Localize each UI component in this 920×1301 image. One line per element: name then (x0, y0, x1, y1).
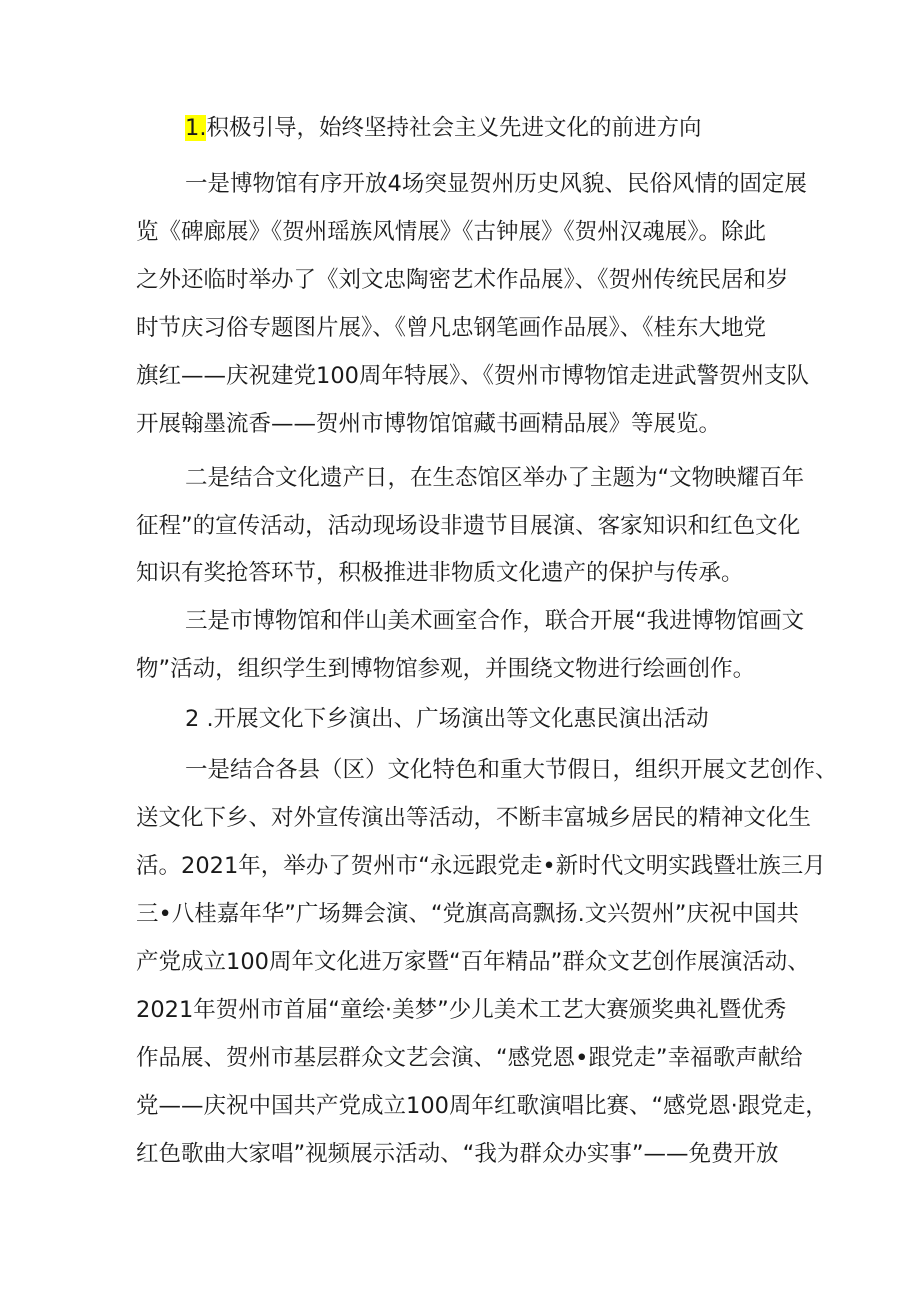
paragraph-line: 三是市博物馆和伴山美术画室合作，联合开展“我进博物馆画文 (185, 608, 805, 634)
paragraph-line: 送文化下乡、对外宣传演出等活动，不断丰富城乡居民的精神文化生 (136, 805, 812, 831)
paragraph-line: 党——庆祝中国共产党成立100周年红歌演唱比赛、“感党恩·跟党走， (136, 1093, 828, 1119)
paragraph-line: 红色歌曲大家唱”视频展示活动、“我为群众办实事”——免费开放 (136, 1141, 779, 1167)
heading-number-highlight: 1. (185, 115, 207, 141)
paragraph-line: 物”活动，组织学生到博物馆参观，并围绕文物进行绘画创作。 (136, 656, 756, 682)
paragraph-line: 知识有奖抢答环节，积极推进非物质文化遗产的保护与传承。 (136, 560, 744, 586)
paragraph-line: 征程”的宣传活动，活动现场设非遗节目展演、客家知识和红色文化 (136, 513, 801, 539)
section-heading-2: 2 .开展文化下乡演出、广场演出等文化惠民演出活动 (185, 706, 709, 732)
paragraph-line: 时节庆习俗专题图片展》、《曾凡忠钢笔画作品展》、《桂东大地党 (136, 315, 767, 341)
paragraph-line: 览《碑廊展》《贺州瑶族风情展》《古钟展》《贺州汉魂展》。除此 (136, 219, 767, 245)
paragraph-line: 二是结合文化遗产日，在生态馆区举办了主题为“文物映耀百年 (185, 465, 805, 491)
paragraph-line: 产党成立100周年文化进万家暨“百年精品”群众文艺创作展演活动、 (136, 949, 810, 975)
paragraph-line: 活。2021年，举办了贺州市“永远跟党走•新时代文明实践暨壮族三月 (136, 853, 826, 879)
paragraph-line: 开展翰墨流香——贺州市博物馆馆藏书画精品展》等展览。 (136, 411, 722, 437)
paragraph-line: 一是结合各县（区）文化特色和重大节假日，组织开展文艺创作、 (185, 757, 838, 783)
paragraph-line: 旗红——庆祝建党100周年特展》、《贺州市博物馆走进武警贺州支队 (136, 363, 809, 389)
paragraph-line: 之外还临时举办了《刘文忠陶密艺术作品展》、《贺州传统民居和岁 (136, 267, 789, 293)
paragraph-line: 2021年贺州市首届“童绘·美梦”少儿美术工艺大赛颁奖典礼暨优秀 (136, 997, 787, 1023)
heading-text: 积极引导，始终坚持社会主义先进文化的前进方向 (206, 115, 702, 141)
paragraph-line: 一是博物馆有序开放4场突显贺州历史风貌、民俗风情的固定展 (185, 171, 807, 197)
paragraph-line: 三•八桂嘉年华”广场舞会演、“党旗高高飘扬.文兴贺州”庆祝中国共 (136, 901, 799, 927)
paragraph-line: 作品展、贺州市基层群众文艺会演、“感党恩•跟党走”幸福歌声献给 (136, 1045, 803, 1071)
section-heading-1 (185, 112, 701, 144)
